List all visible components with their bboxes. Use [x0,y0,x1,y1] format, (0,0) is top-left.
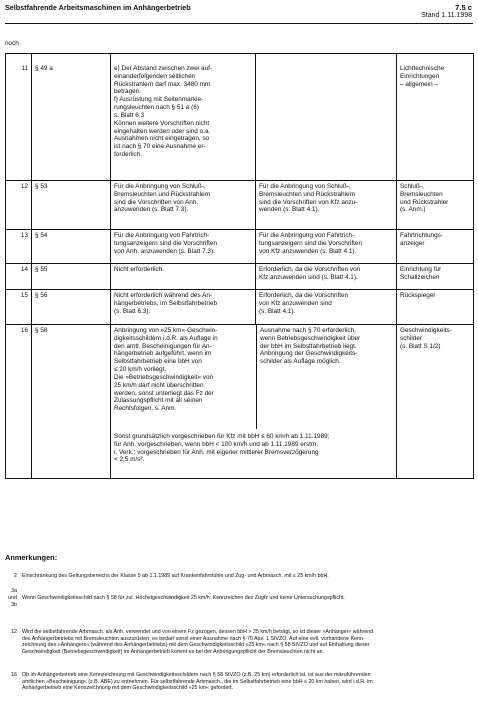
col-anhaengerbetrieb [111,181,256,230]
annotation-number: 16 [11,672,17,678]
cell-line: forderlich. [114,150,143,158]
annotation-text [22,672,471,692]
paragraph-ref: § 55 [32,264,111,290]
regulation-table [5,53,474,479]
cell-line: anzeiger [400,239,425,247]
col-anhaengerbetrieb [111,54,256,181]
annotation-line: Wird die selbstfahrende Arbmasch. als Anh. verwendet und von einem Fz gezogen, dessen bbH > 25 km/h beträgt, so ist dieser »Anhänger« während [22,629,374,635]
annotation-text [22,595,471,602]
revision-date: Stand 1.11.1998 [421,12,472,19]
col-subject [397,230,474,264]
cell-line: der bbH im Selbstfahrbetrieb liegt. [260,342,357,350]
cell-line: wenden (s. Blatt 4.1). [259,206,320,214]
col-subject [397,54,474,181]
cell-line: Ausnahme nach § 70 erforderlich, [260,327,356,334]
col-anhaengerbetrieb [111,264,256,290]
cell-line: Fahrtrichtungs- [400,232,443,239]
annotation-number: und [8,595,17,601]
cell-line: rungsleuchten nach § 51 a (6) [114,104,199,112]
annotation-text [22,573,471,580]
paragraph-ref: § 54 [32,230,111,264]
annotation-line: Wenn Geschwindigkeitsschild nach § 58 für zul. Höchstgeschwindigkeit 25 km/h: Kennzeichen des Zugfz und keine Untersuchungspflicht. [22,595,345,601]
table-row [6,325,474,479]
annotation-item [5,602,471,611]
table-row [6,230,474,264]
cell-line: Bremsleuchten [400,190,443,198]
table-row [6,264,474,290]
annotation-line: Geschwindigkeit (Betriebsgeschwindigkeit) im Anhängerbetrieb kommt es bei der Anbringungspflicht der Bremsleuchten nicht an. [22,648,325,655]
cell-line: Einrichtung für [400,266,442,273]
cell-line: < 2,5 m/s². [114,456,145,464]
cell-line: Für die Anbringung von Fahrtrich- [114,232,210,239]
col-anhaengerbetrieb [111,290,256,325]
annotation-item [5,573,471,582]
cell-line: tungsanzeigern sind die Vorschriften [114,239,218,247]
cell-line: und Rückstrahler [400,198,449,206]
cell-line: Für die Anbringung von Schluß-, [259,183,351,190]
row-number: 16 [6,325,32,479]
col-selbstfahrbetrieb [256,181,397,230]
annotation-line: Einschränkung des Geltungsbereichs der Klasse 5 ab 1.1.1989 auf Krankenfahrstühle und Zug- und Arbmasch. mit ≤ 25 km/h bbH. [22,573,329,579]
cell-line: Rechtsfolgen, s. Anm. [114,405,177,413]
col-subject [397,264,474,290]
cell-line: Erforderlich, da die Vorschriften von [259,266,361,273]
cell-line: werden, sonst unterliegt das Fz der [114,389,214,397]
cell-line: Selbstfahrbetrieb eine bbH von [114,358,202,366]
cell-line: Zulassungspflicht mit all seinen [114,397,203,405]
section-code: 7.5 c [455,3,472,12]
cell-line: Schallzeichen [400,273,440,281]
cell-line: Nicht erforderlich während des An- [114,292,213,299]
annotation-line: Anhängerbetrieb eine Kennzeichnung mit dem Geschwindigkeitsschild »25 km« gefordert. [22,685,234,692]
col-anhaengerbetrieb [111,230,256,264]
cell-line: sind die Vorschriften von Anh. [114,198,199,206]
row-number: 15 [6,290,32,325]
header-title: Selbstfahrende Arbeitsmaschinen im Anhängerbetrieb [5,3,191,12]
cell-line: (s. Blatt 4.1). [259,307,296,315]
table-row [6,290,474,325]
general-requirement [111,429,396,466]
cell-line: Anbringung von »25 km«-Geschwin- [114,327,218,334]
cell-line: Ausnahmen nicht eingetragen, so [114,135,210,143]
cell-line: eingehalten werden oder sind o.a. [114,127,211,135]
paragraph-ref: § 53 [32,181,111,230]
col-selbstfahrbetrieb [256,54,397,181]
table-row [6,54,474,181]
row-number: 12 [6,181,32,230]
cell-line: – allgemein – [400,80,439,88]
annotations-title: Anmerkungen: [5,553,58,562]
cell-line: s. Blatt 6.3 [114,111,145,119]
cell-line: ist nach § 70 eine Ausnahme er- [114,143,206,151]
annotation-item [5,672,471,695]
cell-line: einanderfolgenden seitlichen [114,72,196,80]
cell-line: wenn Betriebsgeschwindigkeit über [260,334,361,342]
annotation-item [5,629,471,659]
cell-line: von Anh. anzuwenden (s. Blatt 7.3). [114,247,215,255]
annotation-line: zeichnung des »Anhängers« (während des Anhängerbetriebs) mit dem Geschwindigkeitsschild »25 km« nach § 58 StVZO und auf Einhaltung dieser [22,642,370,649]
cell-line: e) Der Abstand zwischen zwei auf- [114,65,213,72]
cell-line: Sonst grundsätzlich vorgeschrieben für Kfz mit bbH ≤ 60 km/h ab 1.11.1989; [114,433,330,440]
cell-line: sind die Vorschriften von Kfz anzu- [259,198,358,206]
cell-line: Rückstrahlern darf max. 3480 mm [114,80,211,88]
cell-line: anzuwenden (s. Blatt 7.3). [114,206,189,214]
header-rule [5,23,473,24]
row-number: 13 [6,230,32,264]
col-subject [397,181,474,230]
cell-line: Können weitere Vorschriften nicht [114,119,210,127]
col-subject [397,325,474,479]
cell-line: hängerbetrieb aufgeführt, wenn im [114,350,212,358]
paragraph-ref: § 58 [32,325,111,479]
cell-line: schilder als Auflage möglich. [260,358,341,366]
cell-line: Geschwindigkeits- [400,327,452,334]
cell-line: Bremsleuchten und Rückstrahlern [259,190,356,198]
cell-line: den amtl. Bescheinigungen für An- [114,342,212,350]
combined-cell [111,325,397,479]
cell-line: 25 km/h darf nicht überschritten [114,381,204,389]
continued-label: noch [5,40,19,47]
cell-line: Nicht erforderlich. [114,266,165,273]
cell-line: von Kfz anzuwenden (s. Blatt 4.1). [259,247,357,255]
cell-line: ≤ 20 km/h vorliegt. [114,366,167,374]
paragraph-ref: § 56 [32,290,111,325]
row-number: 11 [6,54,32,181]
cell-line: (s. Blatt 6.3). [114,307,151,315]
annotation-text [22,629,471,655]
cell-line: schilder [400,334,423,342]
cell-line: hängerbetriebs, im Selbstfahrbetrieb [114,299,218,307]
cell-line: für Anh. vorgeschrieben, wenn bbH < 100 km/h und ab 1.11.1989 erstm. [114,440,318,448]
table-row [6,181,474,230]
cell-line: Anbringung der Geschwindigkeits- [260,350,358,358]
cell-line: Die »Betriebsgeschwindigkeit« von [114,373,214,381]
cell-line: Einrichtungen [400,72,440,80]
cell-line: (s. Anm.) [400,206,426,214]
col-subject [397,290,474,325]
cell-line: Schluß-, [400,183,424,190]
row-number: 14 [6,264,32,290]
cell-line: betragen. [114,88,142,96]
cell-line: Für die Anbringung von Fahrtrich- [259,232,355,239]
col-selbstfahrbetrieb [256,230,397,264]
annotation-number: 12 [11,629,17,635]
annotation-line: amtlichen »Bescheinigung« (z.B. ABE) zu entnehmen. Für selbstfahrende Arbmasch., die im Selbstfahrbetrieb eine bbH ≤ 20 km haben, wird i.d.R. im [22,678,373,685]
annotation-number: 3b [11,602,17,608]
cell-line: Erforderlich, da die Vorschriften [259,292,349,299]
annotation-number: 3a [11,588,17,594]
cell-line: Kfz anzuwenden sind (s. Blatt 4.1). [259,273,358,281]
cell-line: Lichttechnische [400,65,445,72]
cell-line: Bremsleuchten und Rückstrahlern [114,190,211,198]
cell-line: f) Ausrüstung mit Seitenmarkie- [114,96,204,104]
cell-line: Rückspiegel [400,292,435,299]
col-selbstfahrbetrieb [256,264,397,290]
cell-line: von Kfz anzuwenden sind [259,299,332,307]
col-anhaengerbetrieb [111,325,257,429]
annotation-line: Ob im Anhängerbetrieb eine Kennzeichnung mit Geschwindigkeitsschildern nach § 58 StVZO (z.B. 25 km) erforderlich ist, ist aus der mitzuführenden [22,672,371,678]
cell-line: Für die Anbringung von Schluß-, [114,183,206,190]
col-selbstfahrbetrieb [257,325,397,429]
cell-line: tungsanzeigern sind die Vorschriften [259,239,363,247]
annotation-number: 2 [14,573,17,579]
cell-line: digkeitsschildern i.d.R. als Auflage in [114,334,218,342]
cell-line: (s. Blatt S 1/2) [400,342,441,350]
cell-line: i. Verk.; vorgeschrieben für Anh. mit eigener mittlerer Bremsverzögerung [114,448,319,456]
col-selbstfahrbetrieb [256,290,397,325]
annotation-line: des Anhängerbetriebs mit Bremsleuchten auszurüsten; es bedarf sonst einer Ausnahme nach § 70 Abs. 1 StVZO. Auf eine evtl. vorhandene Kenn- [22,635,365,642]
paragraph-ref: § 49 a [32,54,111,181]
